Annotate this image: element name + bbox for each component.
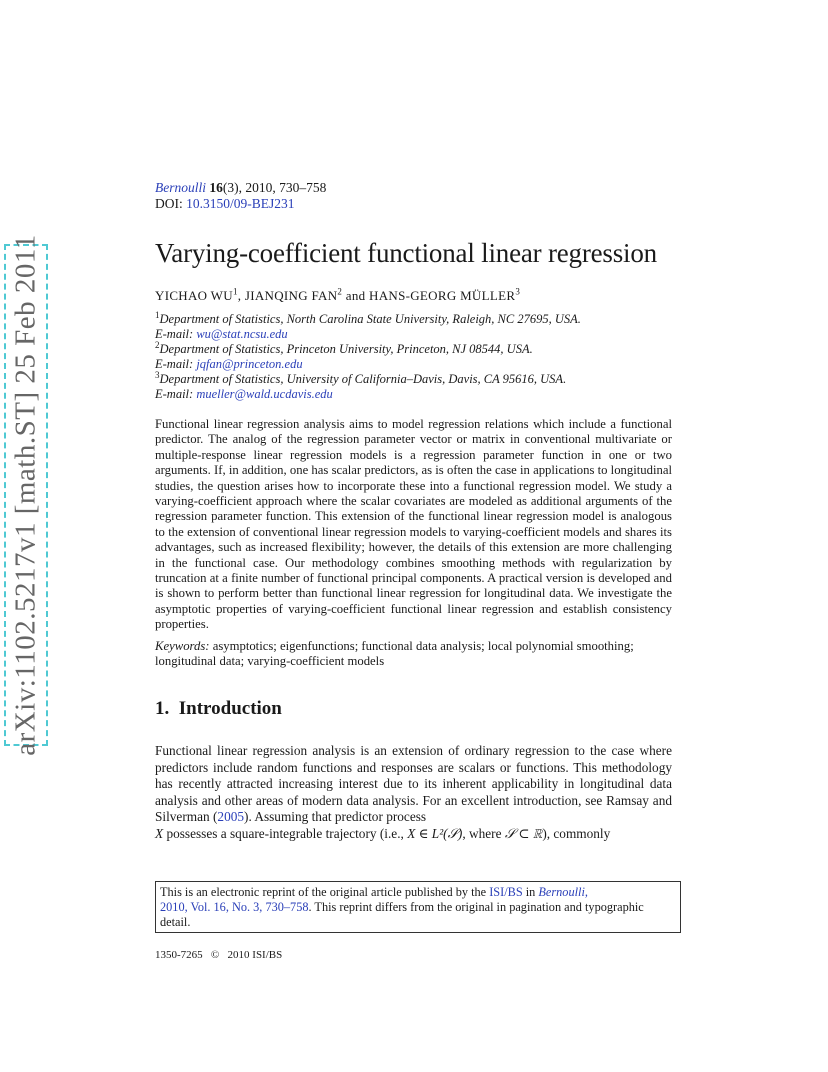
intro-text: ), commonly [542,825,611,841]
reprint-notice [155,881,681,933]
citation-link[interactable]: 2005 [217,809,245,824]
author-separator: , [237,288,245,303]
copyright-holder: 2010 ISI/BS [227,949,283,961]
reprint-text: in [522,885,539,899]
doi-link[interactable]: 10.3150/09-BEJ231 [186,196,295,211]
publisher-link[interactable]: ISI/BS [489,885,523,899]
affiliation-mark: 1 [155,309,160,320]
math-expression: X ∈ L²(𝒮) [407,825,463,841]
citation-link[interactable]: 2010, Vol. 16, No. 3, 730–758 [160,900,309,915]
intro-text: possesses a square-integrable trajectory (i.e., [163,825,408,841]
email-link[interactable]: wu@stat.ncsu.edu [196,327,288,341]
email-link[interactable]: mueller@wald.ucdavis.edu [196,387,333,401]
section-number: 1. [155,698,170,719]
author-affiliation-mark: 3 [515,286,521,297]
author-list [155,288,520,304]
affiliation-mark: 2 [155,339,160,350]
math-variable: X [155,825,164,841]
author-affiliation-mark: 1 [232,286,238,297]
affiliation-mark: 3 [155,369,160,380]
journal-link[interactable]: Bernoulli [155,180,206,195]
intro-paragraph [155,743,672,842]
affiliation [155,309,581,327]
affiliation-email-line [155,357,303,372]
author-name: YICHAO WU [155,288,233,303]
email-label: E-mail: [155,357,197,371]
math-expression: 𝒮 ⊂ ℝ [504,825,543,841]
abstract: Functional linear regression analysis aims to model regression relations which include a functional predictor. The analog of the regression parameter vector or matrix in conventional multivariate or multiple-response linear regression models is a regression parameter function in one or two arguments. If, in addition, one has scalar predictors, as is often the case in applications to longitudinal studies, the question arises how to incorporate these into a functional regression model. We study a varying-coefficient approach where the scalar covariates are modeled as additional arguments of the regression parameter function. This extension of the functional linear regression model is analogous to the extension of conventional linear regression models to varying-coefficient models and shares its advantages, such as increased flexibility; however, the details of this extension are more challenging in the functional case. Our methodology combines smoothing methods with regularization by truncation at a finite number of functional principal components. A practical version is developed and is shown to perform better than functional linear regression for longitudinal data. We investigate the asymptotic properties of varying-coefficient functional linear regression and establish consistency properties. [155,417,672,632]
affiliation-dept: Department of Statistics, University of California–Davis, Davis, CA 95616, USA. [159,372,567,386]
arxiv-identifier: arXiv:1102.5217v1 [math.ST] 25 Feb 2011 [9,234,42,756]
author-name: HANS-GEORG MÜLLER [369,288,516,303]
doi-label: DOI: [155,196,187,211]
journal-link[interactable]: Bernoulli, [538,885,588,899]
doi-line [155,196,295,212]
affiliation-email-line [155,327,288,342]
section-heading [155,698,282,720]
email-label: E-mail: [155,387,197,401]
keywords [155,639,672,670]
affiliation [155,369,567,387]
section-title: Introduction [178,698,282,719]
affiliation-dept: Department of Statistics, North Carolina State University, Raleigh, NC 27695, USA. [159,312,581,326]
keywords-text: asymptotics; eigenfunctions; functional data analysis; local polynomial smoothing; longitudinal data; varying-coefficient models [155,639,634,669]
copyright-icon: © [210,949,220,961]
affiliation-dept: Department of Statistics, Princeton University, Princeton, NJ 08544, USA. [159,342,533,356]
journal-issue-pages: (3), 2010, 730–758 [222,180,327,195]
author-separator: and [342,288,370,303]
issn-footer [155,949,282,961]
reprint-text: . This reprint differs from the original in pagination and typographic detail. [160,900,644,930]
paper-title: Varying-coefficient functional linear regression [155,238,657,268]
affiliation [155,339,533,357]
affiliation-email-line [155,387,333,402]
issn: 1350-7265 [155,949,203,961]
email-link[interactable]: jqfan@princeton.edu [196,357,303,371]
reprint-text: This is an electronic reprint of the original article published by the [160,885,490,899]
keywords-label: Keywords: [155,639,210,653]
journal-citation [155,180,326,196]
author-name: JIANQING FAN [244,288,338,303]
email-label: E-mail: [155,327,197,341]
intro-text: , where [462,825,505,841]
journal-volume: 16 [209,180,223,195]
intro-text: ). Assuming that predictor process [244,809,427,824]
intro-text: Functional linear regression analysis is an extension of ordinary regression to the case where predictors include random functions and responses are scalars or functions. This methodology has recently attracted increasing interest due to its inherent applicability in longitudinal data analysis and other areas of modern data analysis. For an excellent introduction, see Ramsay and Silverman ( [155,743,672,824]
author-affiliation-mark: 2 [337,286,343,297]
